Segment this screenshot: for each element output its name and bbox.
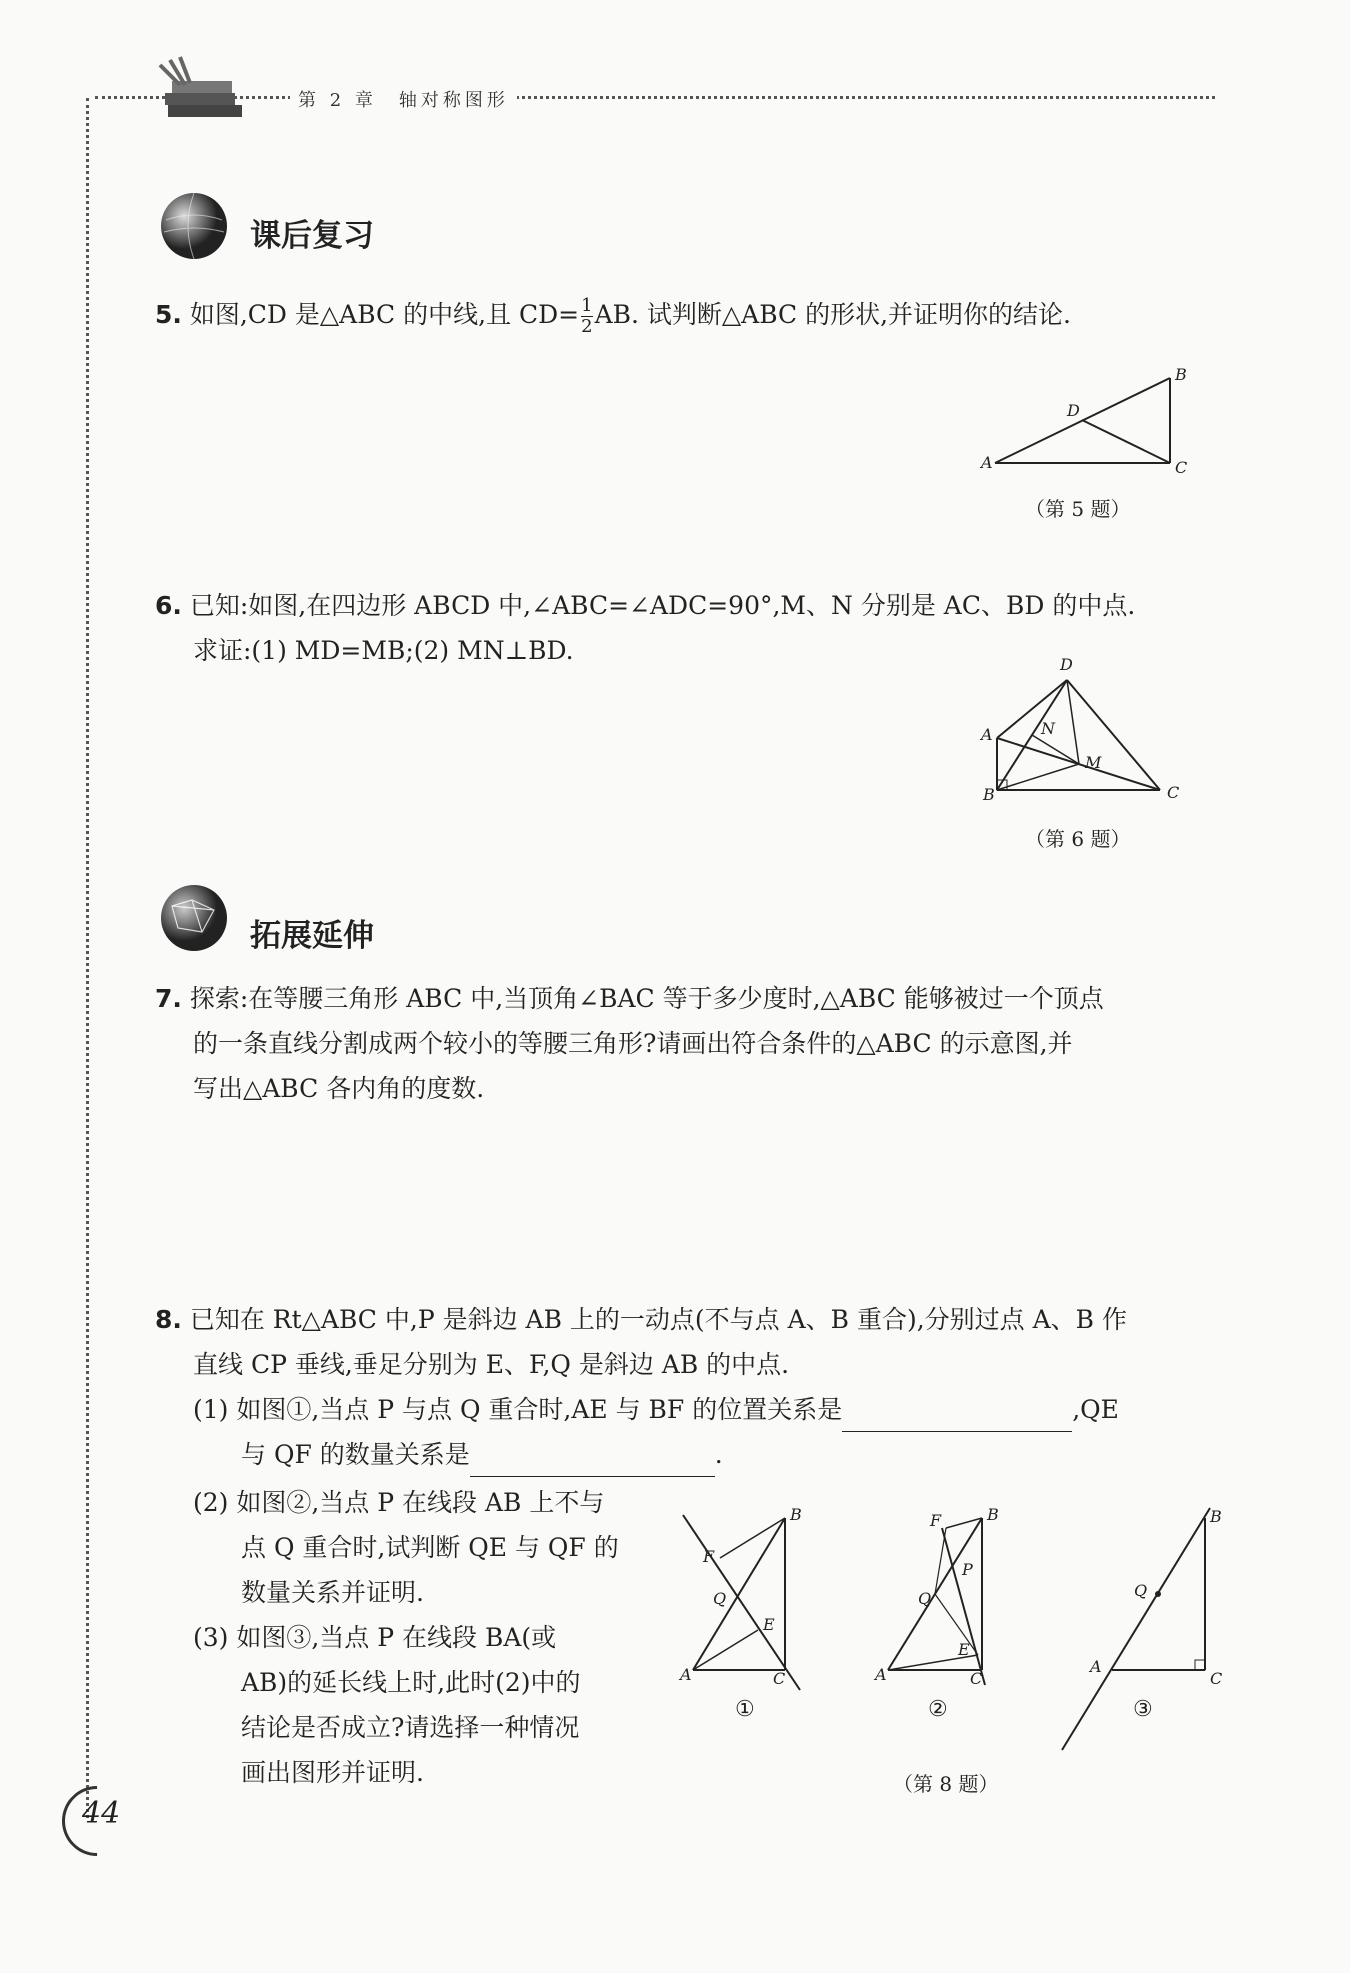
figure-number-2: ② [928,1697,948,1722]
label-C: C [1175,458,1188,475]
part-2-text: (2) 如图②,当点 P 在线段 AB 上不与 [193,1488,605,1517]
question-text: 的一条直线分割成两个较小的等腰三角形?请画出符合条件的△ABC 的示意图,并 [193,1029,1073,1058]
label-B: B [790,1505,802,1524]
fraction-denominator: 2 [581,316,593,337]
caption-q6: （第 6 题） [1025,827,1131,851]
header-books-icon [150,55,250,129]
label-P: P [962,1560,973,1579]
label-A: A [981,725,993,744]
question-8 [155,1297,1255,1477]
part-1-text: 与 QF 的数量关系是 [241,1440,470,1469]
figure-number-3: ③ [1133,1697,1153,1722]
label-Q: Q [918,1589,932,1608]
section-title-extension: 拓展延伸 [250,918,374,954]
label-B: B [1210,1507,1222,1526]
question-8-parts [193,1480,673,1795]
label-D: D [1067,401,1080,420]
label-C: C [773,1669,786,1688]
label-B: B [987,1505,999,1524]
figure-q6 [975,650,1195,814]
margin-rule [86,98,89,1818]
fraction-numerator: 1 [581,295,593,316]
figure-q8-3 [1050,1500,1230,1764]
caption-q8: （第 8 题） [893,1772,999,1796]
question-text: 直线 CP 垂线,垂足分别为 E、F,Q 是斜边 AB 的中点. [193,1350,790,1379]
label-D: D [1060,655,1073,674]
label-A: A [981,453,993,472]
label-N: N [1041,719,1055,738]
label-B: B [1175,365,1187,384]
figure-number-1: ① [735,1697,755,1722]
part-1-text: (1) 如图①,当点 P 与点 Q 重合时,AE 与 BF 的位置关系是 [193,1395,843,1424]
part-3-text: (3) 如图③,当点 P 在线段 BA(或 [193,1623,557,1652]
part-1-text: ,QE [1072,1395,1119,1424]
question-text: 如图,CD 是△ABC 的中线,且 CD= [189,300,580,329]
label-F: F [703,1547,715,1566]
header-rule [95,96,1215,99]
question-number: 6. [155,591,182,620]
part-1-text: . [714,1440,723,1469]
label-F: F [930,1511,942,1530]
answer-blank-1[interactable] [842,1401,1072,1432]
label-B: B [983,785,995,804]
part-3-text: 画出图形并证明. [241,1758,424,1787]
label-C: C [970,1669,983,1688]
chapter-title: 第 2 章 轴对称图形 [290,86,517,112]
part-3-text: AB)的延长线上时,此时(2)中的 [241,1668,581,1697]
question-text: 写出△ABC 各内角的度数. [193,1074,485,1103]
figure-q5 [975,360,1195,479]
part-3-text: 结论是否成立?请选择一种情况 [241,1713,580,1742]
question-number: 5. [155,300,182,329]
label-M: M [1085,753,1102,772]
question-text: 已知在 Rt△ABC 中,P 是斜边 AB 上的一动点(不与点 A、B 重合),分别过点 A、B 作 [189,1305,1127,1334]
globe-network-icon [158,882,230,958]
part-2-text: 点 Q 重合时,试判断 QE 与 QF 的 [241,1533,619,1562]
question-number: 8. [155,1305,182,1334]
question-7 [155,976,1255,1111]
globe-icon [158,190,230,266]
question-text: 已知:如图,在四边形 ABCD 中,∠ABC=∠ADC=90°,M、N 分别是 AC、BD 的中点. [189,591,1136,620]
part-2-text: 数量关系并证明. [241,1578,424,1607]
label-Q: Q [1134,1581,1148,1600]
label-C: C [1167,783,1180,802]
section-title-review: 课后复习 [250,218,374,254]
label-A: A [680,1665,692,1684]
answer-blank-2[interactable] [470,1446,715,1477]
question-text: 求证:(1) MD=MB;(2) MN⊥BD. [193,636,574,665]
question-text: AB. 试判断△ABC 的形状,并证明你的结论. [594,300,1071,329]
page-number: 44 [82,1796,121,1831]
label-A: A [1090,1657,1102,1676]
label-C: C [1210,1669,1223,1688]
label-Q: Q [713,1589,727,1608]
label-E: E [958,1640,970,1659]
fraction [581,296,592,337]
question-text: 探索:在等腰三角形 ABC 中,当顶角∠BAC 等于多少度时,△ABC 能够被过一个顶点 [189,984,1104,1013]
question-5 [155,292,1235,337]
question-number: 7. [155,984,182,1013]
label-A: A [875,1665,887,1684]
label-E: E [763,1615,775,1634]
caption-q5: （第 5 题） [1025,497,1131,521]
